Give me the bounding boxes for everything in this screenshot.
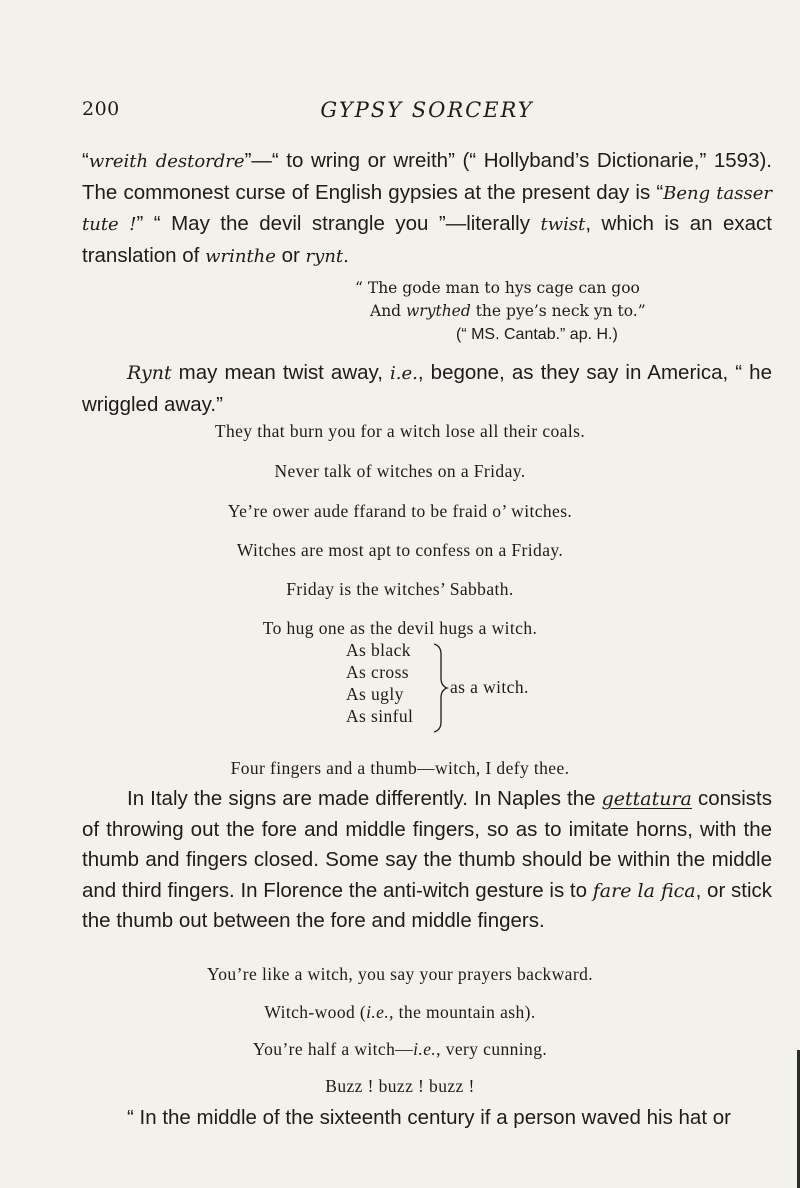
term-wreith-destordre: wreith destordre — [88, 151, 245, 172]
bracketed-proverb — [346, 640, 646, 750]
verse-citation: (“ MS. Cantab.” ap. H.) — [456, 326, 618, 343]
term-rynt-2: Rynt — [127, 362, 172, 384]
proverb: Never talk of witches on a Friday. — [274, 461, 526, 481]
paragraph-2: Rynt may mean twist away, i.e., begone, as they say in America, “ he wriggled away.” — [82, 361, 772, 416]
paragraph-3: In Italy the signs are made differently. In Naples the gettatura consists of throwing out the fore and middle fingers, so as to imitate horns, with the thumb and fingers closed. Some say the thumb should be within the middle and third fingers. In Florence the anti-witch gesture is to fare la fica, or stick the thumb out between the fore and middle fingers. — [82, 787, 772, 932]
page-number: 200 — [82, 98, 120, 120]
paragraph-4: “ In the middle of the sixteenth century if a person waved his hat or — [127, 1106, 731, 1129]
term-gettatura: gettatura — [601, 788, 692, 810]
verse-line-1: “ The gode man to hys cage can goo — [355, 279, 640, 297]
term-beng-tasser-tute: Beng tasser tute ! — [82, 182, 772, 235]
proverb: Buzz ! buzz ! buzz ! — [325, 1076, 475, 1096]
term-twist: twist — [540, 214, 586, 235]
proverb: Four fingers and a thumb—witch, I defy thee. — [230, 758, 570, 778]
bracket-item: As cross — [346, 662, 409, 682]
bracket-item: As ugly — [346, 684, 404, 704]
term-fare-la-fica: fare la fica — [592, 879, 696, 902]
page-header — [82, 98, 772, 128]
verse-line-2: And wrythed the pye’s neck yn to.” — [370, 302, 646, 320]
proverb: To hug one as the devil hugs a witch. — [262, 618, 538, 638]
curly-brace — [346, 640, 466, 740]
running-title: GYPSY SORCERY — [320, 98, 534, 122]
proverb: They that burn you for a witch lose all their coals. — [214, 421, 586, 441]
proverb: Friday is the witches’ Sabbath. — [286, 579, 514, 599]
proverb: You’re like a witch, you say your prayers backward. — [206, 964, 594, 984]
proverb: Witch-wood (i.e., the mountain ash). — [264, 1002, 536, 1022]
term-rynt: rynt. — [305, 245, 349, 267]
proverb: You’re half a witch—i.e., very cunning. — [252, 1039, 548, 1059]
bracket-item: As black — [346, 640, 411, 660]
paragraph-1: “wreith destordre”—“ to wring or wreith” (“ Hollyband’s Dictionarie,” 1593). The commonest curse of English gypsies at the present day is “Beng tasser tute !” “ May the devil strangle you ”—literally twist, which is an exact translation of wrinthe or rynt. — [82, 149, 773, 267]
bracket-tail: as a witch. — [450, 677, 529, 697]
term-wrinthe: wrinthe — [205, 245, 276, 267]
bracket-item: As sinful — [346, 706, 414, 726]
proverb: Ye’re ower aude ffarand to be fraid o’ witches. — [227, 501, 573, 521]
proverb: Witches are most apt to confess on a Friday. — [236, 540, 564, 560]
